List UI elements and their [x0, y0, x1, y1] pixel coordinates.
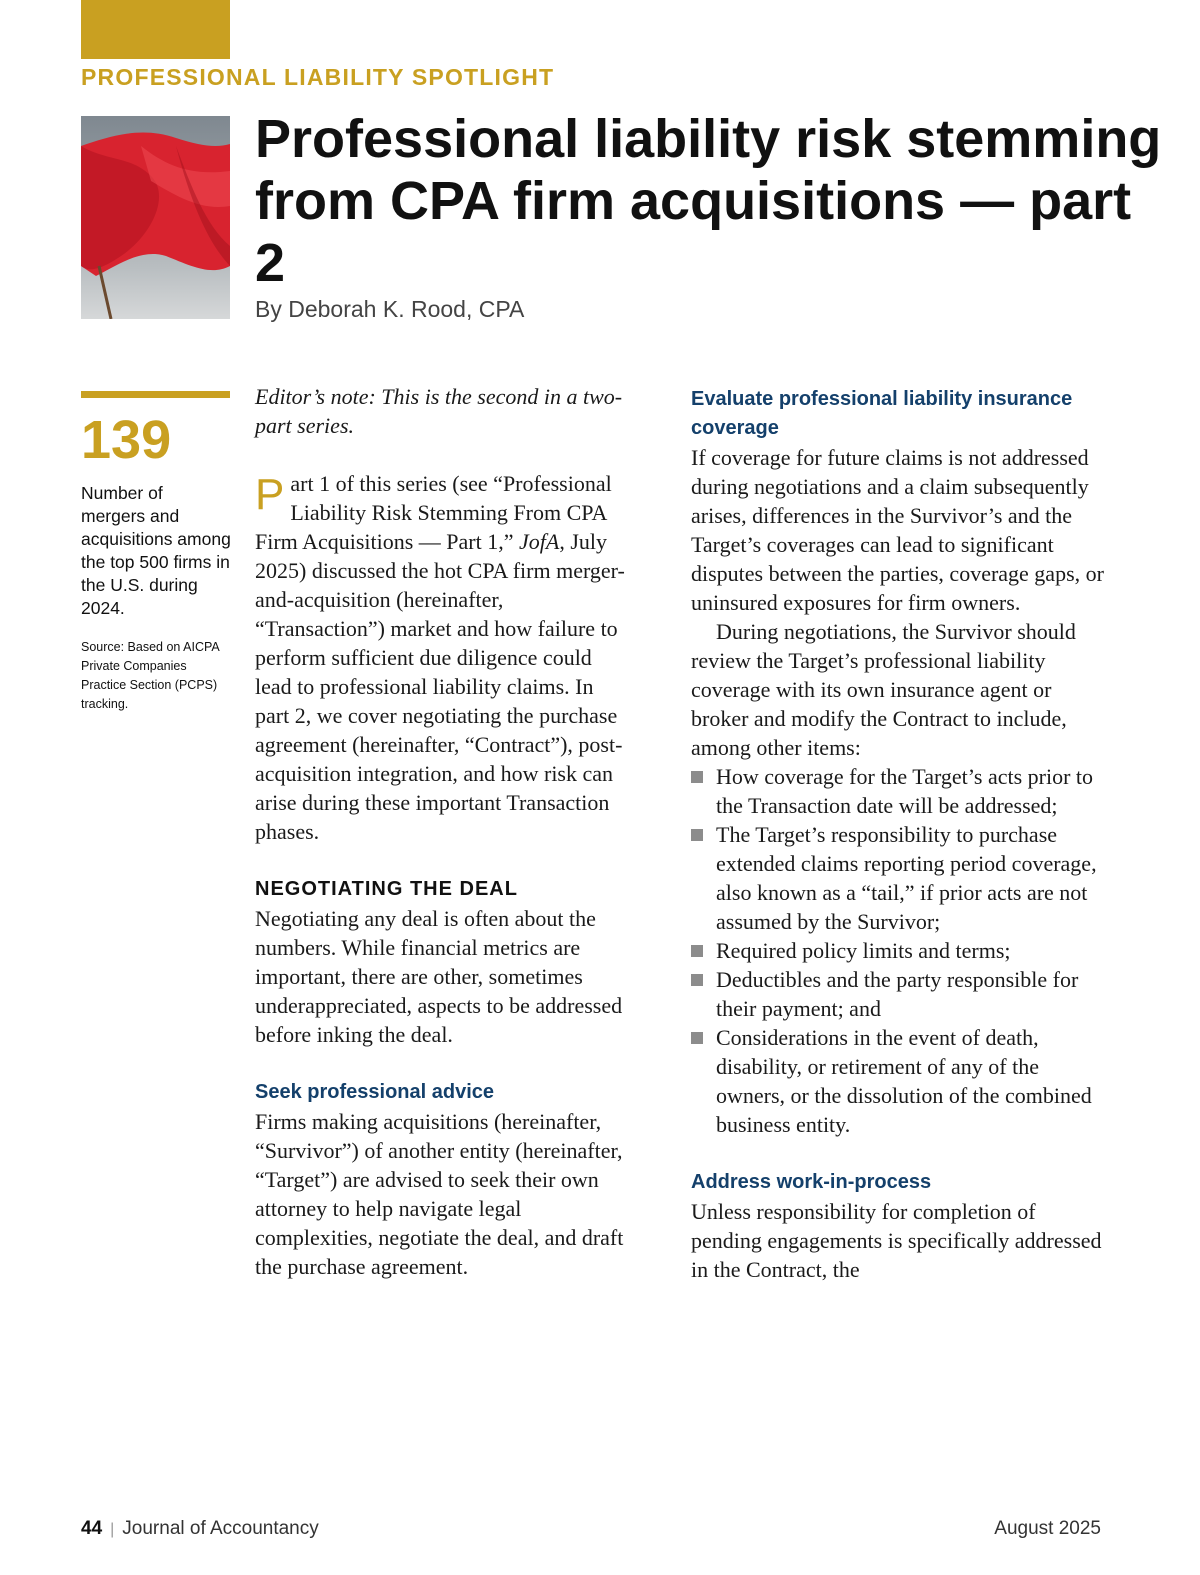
article-column-1	[255, 382, 630, 1281]
negotiating-paragraph: Negotiating any deal is often about the numbers. While financial metrics are important, there are other, sometimes underappreciated, aspects to be addressed before inking the deal.	[255, 906, 623, 1047]
stat-number: 139	[81, 410, 172, 470]
square-bullet-icon	[691, 771, 703, 783]
list-item: Required policy limits and terms;	[691, 936, 1111, 965]
negotiations-paragraph: During negotiations, the Survivor should review the Target’s professional liability coverage with its own insurance agent or broker and modify the Contract to include, among other items:	[691, 619, 1076, 760]
page-number: 44	[81, 1518, 103, 1539]
red-flag-image	[81, 116, 230, 319]
editors-note: Editor’s note: This is the second in a two-part series.	[255, 384, 623, 438]
sidebar-rule	[81, 391, 230, 398]
list-item: How coverage for the Target’s acts prior to the Transaction date will be addressed;	[691, 762, 1111, 820]
intro-text-start: art 1 of this series (see “Professional Liability Risk Stemming From CPA Firm Acquisitions — Part 1,”	[255, 471, 612, 554]
list-item: Considerations in the event of death, disability, or retirement of any of the owners, or the dissolution of the combined business entity.	[691, 1023, 1111, 1139]
article-column-2	[691, 382, 1111, 1284]
intro-paragraph	[255, 469, 630, 846]
list-item: Deductibles and the party responsible for their payment; and	[691, 965, 1111, 1023]
publication-name: Journal of Accountancy	[122, 1518, 319, 1539]
issue-date: August 2025	[994, 1518, 1101, 1539]
drop-cap: P	[255, 470, 285, 519]
stat-description: Number of mergers and acquisitions among the top 500 firms in the U.S. during 2024.	[81, 483, 231, 618]
subheading-professional-advice: Seek professional advice	[255, 1081, 495, 1103]
stat-source: Source: Based on AICPA Private Companies Practice Section (PCPS) tracking.	[81, 640, 220, 711]
section-kicker: PROFESSIONAL LIABILITY SPOTLIGHT	[81, 64, 555, 90]
list-item: The Target’s responsibility to purchase extended claims reporting period coverage, also known as a “tail,” if prior acts are not assumed by the Survivor;	[691, 820, 1111, 936]
square-bullet-icon	[691, 974, 703, 986]
intro-publication: JofA	[519, 529, 560, 554]
professional-advice-paragraph: Firms making acquisitions (hereinafter, “Survivor”) of another entity (hereinafter, “Target”) are advised to seek their own attorney to help navigate legal complexities, negotiate the deal, and draft the purchase agreement.	[255, 1109, 624, 1279]
work-in-process-paragraph: Unless responsibility for completion of pending engagements is specifically addressed in the Contract, the	[691, 1199, 1102, 1282]
subheading-insurance-coverage: Evaluate professional liability insurance coverage	[691, 388, 1073, 439]
section-heading-negotiating: NEGOTIATING THE DEAL	[255, 878, 518, 900]
square-bullet-icon	[691, 829, 703, 841]
intro-text-end: , July 2025) discussed the hot CPA firm merger-and-acquisition (hereinafter, “Transaction”) market and how failure to perform sufficient due diligence could lead to professional liability claims. In part 2, we cover negotiating the purchase agreement (hereinafter, “Contract”), post-acquisition integration, and how risk can arise during these important Transaction phases.	[255, 529, 625, 844]
byline: By Deborah K. Rood, CPA	[255, 296, 525, 322]
contract-items-list	[691, 762, 1111, 1139]
red-flag-icon	[81, 116, 230, 319]
gold-accent-block	[81, 0, 230, 59]
article-title: Professional liability risk stemming from CPA firm acquisitions — part 2	[255, 109, 1162, 293]
subheading-work-in-process: Address work-in-process	[691, 1171, 932, 1193]
square-bullet-icon	[691, 945, 703, 957]
footer-separator: |	[110, 1521, 115, 1538]
footer-left	[81, 1518, 319, 1540]
square-bullet-icon	[691, 1032, 703, 1044]
coverage-paragraph: If coverage for future claims is not addressed during negotiations and a claim subsequently arises, differences in the Survivor’s and the Target’s coverages can lead to significant disputes between the parties, coverage gaps, or uninsured exposures for firm owners.	[691, 445, 1104, 615]
